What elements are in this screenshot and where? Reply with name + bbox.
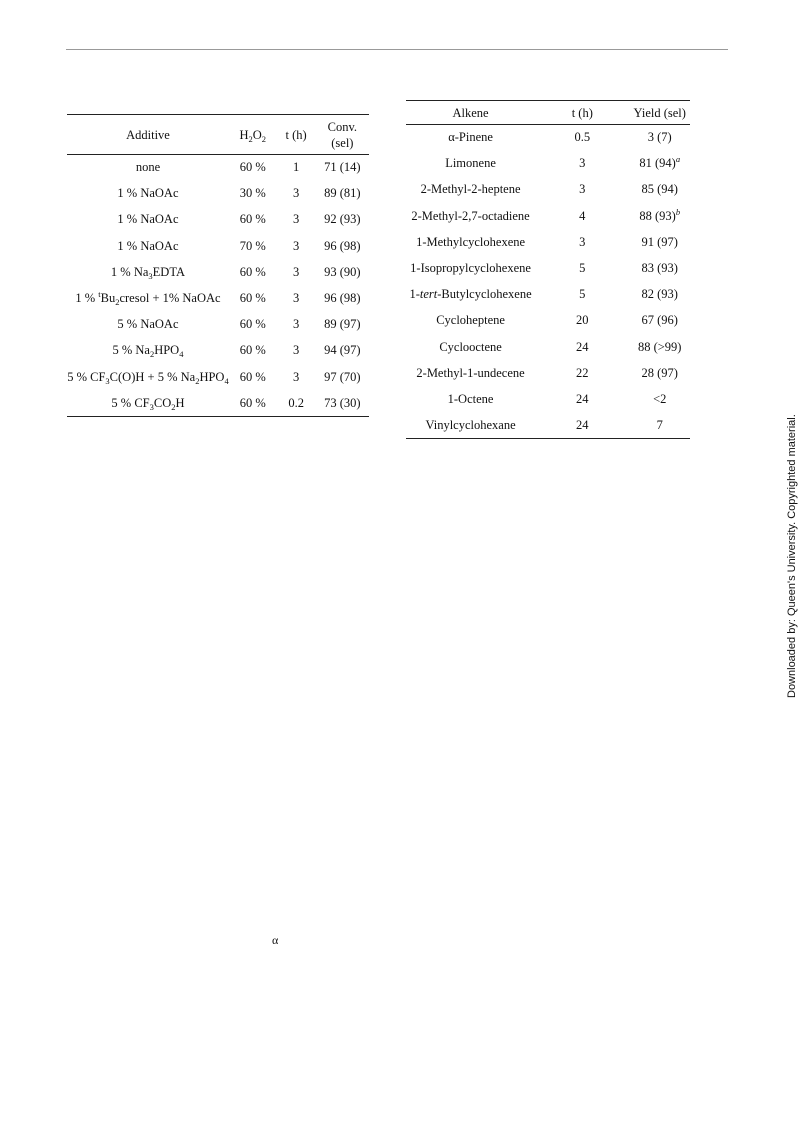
cell-time: 4 xyxy=(579,208,586,223)
table-row xyxy=(406,360,690,386)
cell-additive: 1 % NaOAc xyxy=(117,186,179,201)
cell-alkene: 1-tert-Butylcyclohexene xyxy=(409,287,532,302)
cell-time: 3 xyxy=(293,264,300,279)
cell-time: 22 xyxy=(576,365,589,380)
additive-table xyxy=(67,114,369,417)
cell-additive: 1 % NaOAc xyxy=(117,212,179,227)
stray-alpha-glyph: α xyxy=(272,933,279,947)
table-row xyxy=(67,285,369,311)
cell-conv: 94 (97) xyxy=(324,343,361,358)
cell-alkene: Cyclooctene xyxy=(439,339,502,354)
cell-alkene: Vinylcyclohexane xyxy=(425,417,516,432)
cell-additive: 1 % $Na_3EDTA$ xyxy=(110,264,185,281)
table-row xyxy=(406,229,690,255)
cell-additive: 5 % $CF_3CO_2H$ xyxy=(111,395,185,412)
cell-time: 24 xyxy=(576,417,589,432)
cell-conv: 89 (97) xyxy=(324,317,361,332)
table-row xyxy=(406,413,690,439)
table-row xyxy=(67,155,369,181)
table-row xyxy=(406,308,690,334)
cell-alkene: 2-Methyl-2,7-octadiene xyxy=(411,208,530,223)
table-row xyxy=(67,207,369,233)
table-row xyxy=(67,338,369,364)
cell-yield: 28 (97) xyxy=(641,365,678,380)
table-row xyxy=(67,259,369,285)
cell-conv: 73 (30) xyxy=(324,395,361,410)
cell-alkene: 1-Methylcyclohexene xyxy=(416,234,526,249)
cell-time: 24 xyxy=(576,391,589,406)
alkene-table xyxy=(406,100,690,439)
cell-yield: 88 $(93)^b$ xyxy=(639,206,681,223)
col-header-h2o2: $H_2O_2$ xyxy=(229,115,277,155)
footnote-marker: a xyxy=(675,154,681,165)
cell-time: 3 xyxy=(579,234,586,249)
table-row xyxy=(67,390,369,416)
table-row xyxy=(406,255,690,281)
cell-h2o2: 60 % xyxy=(239,291,266,306)
cell-conv: 96 (98) xyxy=(324,291,361,306)
cell-time: 3 xyxy=(293,238,300,253)
cell-conv: 89 (81) xyxy=(324,186,361,201)
cell-time: 1 xyxy=(293,160,300,175)
cell-time: 3 xyxy=(579,182,586,197)
cell-time: 3 xyxy=(293,343,300,358)
footnote-marker: b xyxy=(675,206,681,217)
cell-alkene: 1-Isopropylcyclohexene xyxy=(410,261,531,276)
cell-yield: 91 (97) xyxy=(641,234,678,249)
cell-yield: 81 $(94)^a$ xyxy=(639,154,681,171)
table-header-row xyxy=(406,101,690,125)
cell-alkene: Cycloheptene xyxy=(436,313,505,328)
header-rule xyxy=(66,49,728,50)
cell-additive: 1 % $^tBu_2cresol + 1\%$ NaOAc xyxy=(75,289,221,308)
cell-alkene: 2-Methyl-1-undecene xyxy=(416,365,525,380)
table-row xyxy=(406,125,690,151)
cell-yield: 3 (7) xyxy=(647,130,672,145)
cell-time: 24 xyxy=(576,339,589,354)
cell-h2o2: 60 % xyxy=(239,212,266,227)
cell-additive: 5 % $Na_2HPO_4$ xyxy=(112,343,184,360)
cell-h2o2: 60 % xyxy=(239,395,266,410)
cell-time: 3 xyxy=(293,291,300,306)
cell-alkene: 1-Octene xyxy=(447,391,494,406)
table-row xyxy=(406,386,690,412)
table-row xyxy=(406,203,690,229)
col-header-alkene: Alkene xyxy=(406,101,535,125)
cell-time: 5 xyxy=(579,287,586,302)
col-header-time: t (h) xyxy=(277,115,316,155)
col-header-additive: Additive xyxy=(67,115,229,155)
cell-additive: 1 % NaOAc xyxy=(117,238,179,253)
cell-time: 3 xyxy=(293,212,300,227)
table-row xyxy=(406,151,690,177)
cell-h2o2: 60 % xyxy=(239,317,266,332)
cell-time: 3 xyxy=(293,317,300,332)
table-header-row xyxy=(67,115,369,155)
cell-yield: 67 (96) xyxy=(641,313,678,328)
cell-time: 3 xyxy=(293,369,300,384)
download-watermark-note: Downloaded by: Queen's University. Copyrighted material. xyxy=(786,414,798,698)
table-row xyxy=(406,177,690,203)
cell-alkene: α-Pinene xyxy=(448,130,493,145)
cell-yield: 83 (93) xyxy=(641,261,678,276)
cell-h2o2: 60 % xyxy=(239,369,266,384)
cell-conv: 92 (93) xyxy=(324,212,361,227)
table-row xyxy=(67,312,369,338)
cell-time: 0.2 xyxy=(288,395,304,410)
table-row xyxy=(406,282,690,308)
cell-conv: 96 (98) xyxy=(324,238,361,253)
table-row xyxy=(406,334,690,360)
cell-yield: 85 (94) xyxy=(641,182,678,197)
cell-time: 5 xyxy=(579,261,586,276)
cell-h2o2: 60 % xyxy=(239,264,266,279)
cell-time: 3 xyxy=(579,156,586,171)
cell-h2o2: 70 % xyxy=(239,238,266,253)
cell-conv: 71 (14) xyxy=(324,160,361,175)
col-header-time: t (h) xyxy=(535,101,629,125)
cell-time: 0.5 xyxy=(574,130,591,145)
cell-h2o2: 60 % xyxy=(239,160,266,175)
table-row xyxy=(67,181,369,207)
col-header-yield: Yield (sel) xyxy=(629,101,690,125)
table-row xyxy=(67,233,369,259)
cell-yield: <2 xyxy=(653,391,667,406)
cell-h2o2: 60 % xyxy=(239,343,266,358)
cell-yield: 88 (>99) xyxy=(637,339,682,354)
cell-time: 20 xyxy=(576,313,589,328)
cell-yield: 7 xyxy=(656,417,663,432)
table-row xyxy=(67,364,369,390)
cell-additive: 5 % NaOAc xyxy=(117,317,179,332)
cell-alkene: 2-Methyl-2-heptene xyxy=(420,182,521,197)
cell-time: 3 xyxy=(293,186,300,201)
col-header-conv: Conv. (sel) xyxy=(316,115,369,155)
cell-h2o2: 30 % xyxy=(239,186,266,201)
cell-conv: 93 (90) xyxy=(324,264,361,279)
cell-alkene: Limonene xyxy=(445,156,496,171)
cell-conv: 97 (70) xyxy=(324,369,361,384)
cell-additive: 5 % $CF_3C(O)H + 5$ % $Na_2HPO_4$ xyxy=(67,369,229,386)
cell-yield: 82 (93) xyxy=(641,287,678,302)
cell-additive: none xyxy=(135,160,161,175)
